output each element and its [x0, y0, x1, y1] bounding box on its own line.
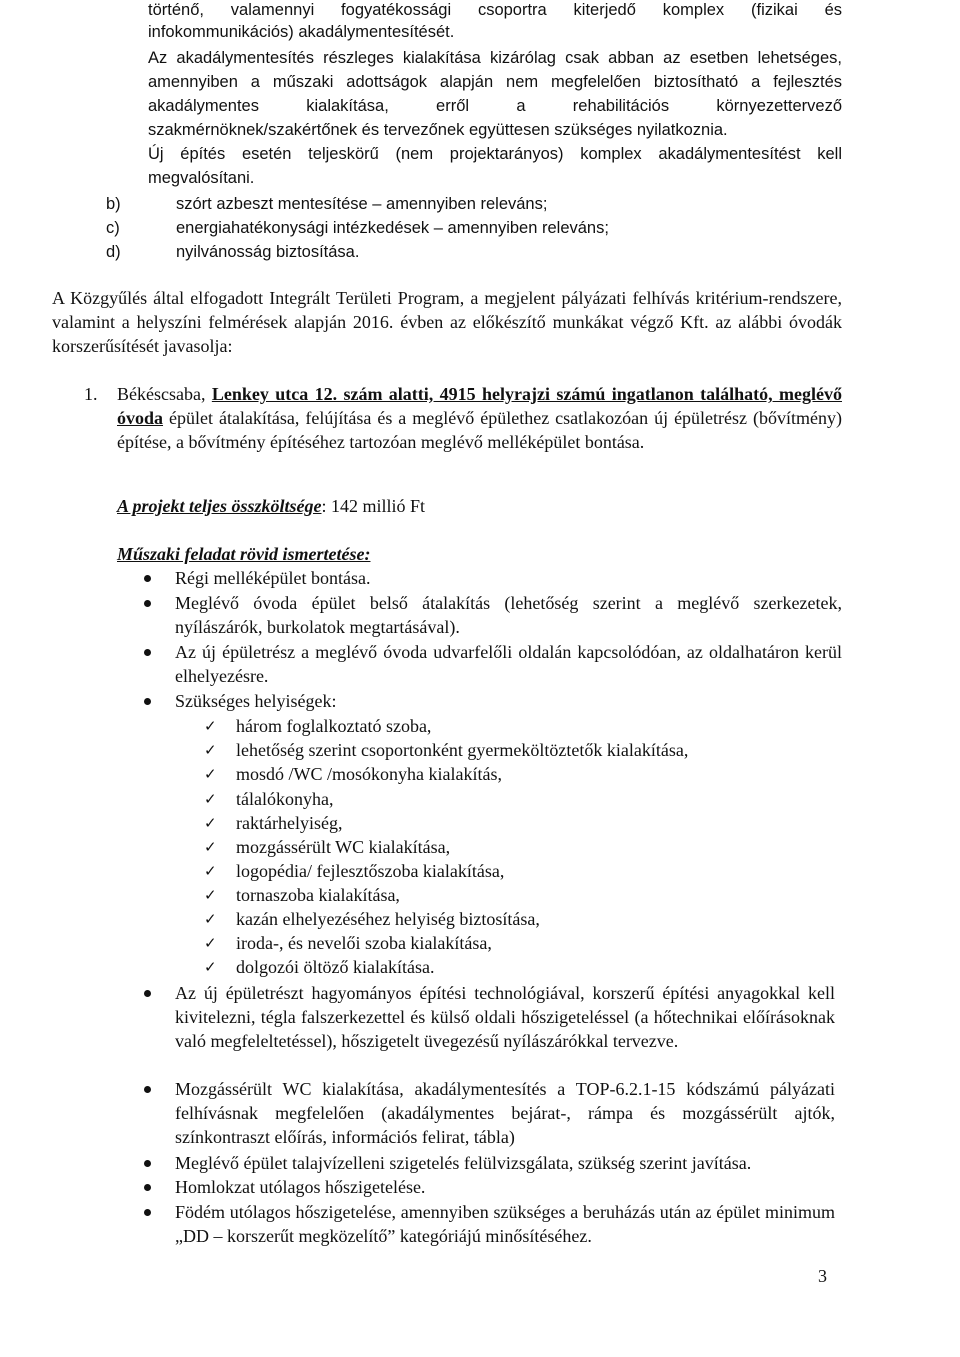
paragraph-partial-accessibility: Az akadálymentesítés részleges kialakítása kizárólag csak abban az esetben lehetséges, amennyiben a műszaki adottságok alapján nem megfelelően biztosítható a fejlesztés akadálymentes kialakítása, erről a rehabilitációs környezettervező szakmérnöknek/szakértőnek és tervezőnek együttesen szükséges nyilatkoznia.	[148, 49, 842, 139]
bullet-icon	[144, 575, 151, 582]
room-item: kazán elhelyezéséhez helyiség biztosítása,	[236, 909, 540, 929]
room-item: iroda-, és nevelői szoba kialakítása,	[236, 933, 492, 953]
room-item: mosdó /WC /mosókonyha kialakítás,	[236, 764, 502, 784]
item-text: szórt azbeszt mentesítése – amennyiben releváns;	[176, 195, 548, 213]
item-label: d)	[106, 243, 121, 261]
numbered-label: 1.	[84, 384, 98, 404]
item-label: b)	[106, 195, 121, 213]
bullet-icon	[144, 698, 151, 705]
check-icon: ✓	[204, 862, 217, 880]
bullet-text: Régi melléképület bontása.	[175, 568, 371, 588]
room-item: három foglalkoztató szoba,	[236, 716, 432, 736]
text-rest: épület átalakítása, felújítása és a meglévő épülethez csatlakozóan új épületrész (bővítmény) építése, a bővítmény építéséhez tartozóan meglévő melléképület bontása.	[117, 408, 842, 452]
cost-label: A projekt teljes összköltsége	[117, 496, 322, 516]
bullet-text: Az új épületrész a meglévő óvoda udvarfelőli oldalán kapcsolódóan, az oldalhatáron kerül elhelyezésre.	[175, 642, 842, 686]
numbered-item-text	[117, 382, 842, 454]
check-icon: ✓	[204, 934, 217, 952]
paragraph-new-build: Új építés esetén teljeskörű (nem projektarányos) komplex akadálymentesítést kell megvalósítani.	[148, 145, 842, 187]
room-item: lehetőség szerint csoportonként gyermeköltöztetők kialakítása,	[236, 740, 689, 760]
project-cost	[117, 494, 425, 518]
text-city: Békéscsaba,	[117, 384, 212, 404]
room-item: logopédia/ fejlesztőszoba kialakítása,	[236, 861, 505, 881]
bullet-icon	[144, 1086, 151, 1093]
bullet-icon	[144, 990, 151, 997]
bullet-text: Meglévő óvoda épület belső átalakítás (lehetőség szerint a meglévő szerkezetek, nyílászárók, burkolatok megtartásával).	[175, 593, 842, 637]
check-icon: ✓	[204, 790, 217, 808]
bullet-text: Mozgássérült WC kialakítása, akadálymentesítés a TOP-6.2.1-15 kódszámú pályázati felhívásnak megfelelően (akadálymentes bejárat-, rámpa és mozgássérült ajtók, színkontraszt előírás, információs felirat, tábla)	[175, 1079, 835, 1147]
room-item: tálalókonyha,	[236, 789, 334, 809]
bullet-text: Szükséges helyiségek:	[175, 691, 337, 711]
bullet-text: Az új épületrészt hagyományos építési technológiával, korszerű építési anyagokkal kell kivitelezni, tégla falszerkezettel és külső oldali hőszigeteléssel (a hőtechnikai előírásoknak való megfeleltetéssel), hőszigetelt üvegezésű nyílászárókkal tervezve.	[175, 983, 835, 1051]
bullet-icon	[144, 1160, 151, 1167]
bullet-icon	[144, 1184, 151, 1191]
check-icon: ✓	[204, 910, 217, 928]
text-address-underlined: Lenkey utca 12. szám alatti, 4915 helyrajzi számú ingatlanon található, meglévő óvoda	[117, 384, 842, 428]
check-icon: ✓	[204, 814, 217, 832]
bullet-text: Meglévő épület talajvízelleni szigetelés felülvizsgálata, szükség szerint javítása.	[175, 1153, 752, 1173]
check-icon: ✓	[204, 838, 217, 856]
check-icon: ✓	[204, 765, 217, 783]
room-item: raktárhelyiség,	[236, 813, 343, 833]
bullet-text: Homlokzat utólagos hőszigetelése.	[175, 1177, 426, 1197]
check-icon: ✓	[204, 958, 217, 976]
room-item: tornaszoba kialakítása,	[236, 885, 400, 905]
bullet-text: Födém utólagos hőszigetelése, amennyiben szükséges a beruházás után az épület minimum „DD – korszerűt megközelítő” kategóriájú minősítéséhez.	[175, 1202, 835, 1246]
check-icon: ✓	[204, 717, 217, 735]
bullet-icon	[144, 1209, 151, 1216]
page-number: 3	[818, 1266, 827, 1286]
text-line: történő, valamennyi fogyatékossági csoportra kiterjedő komplex (fizikai és	[148, 1, 842, 19]
item-text: nyilvánosság biztosítása.	[176, 243, 360, 261]
item-text: energiahatékonysági intézkedések – amennyiben releváns;	[176, 219, 609, 237]
cost-value: : 142 millió Ft	[321, 496, 426, 516]
bullet-icon	[144, 600, 151, 607]
text-line: infokommunikációs) akadálymentesítését.	[148, 23, 455, 41]
room-item: dolgozói öltöző kialakítása.	[236, 957, 435, 977]
tech-heading: Műszaki feladat rövid ismertetése:	[117, 544, 371, 564]
main-paragraph: A Közgyűlés által elfogadott Integrált Területi Program, a megjelent pályázati felhívás kritérium-rendszere, valamint a helyszíni felmérések alapján 2016. évben az előkészítő munkákat végző Kft. az alábbi óvodák korszerűsítését javasolja:	[52, 288, 842, 356]
check-icon: ✓	[204, 741, 217, 759]
check-icon: ✓	[204, 886, 217, 904]
bullet-icon	[144, 649, 151, 656]
room-item: mozgássérült WC kialakítása,	[236, 837, 451, 857]
item-label: c)	[106, 219, 120, 237]
